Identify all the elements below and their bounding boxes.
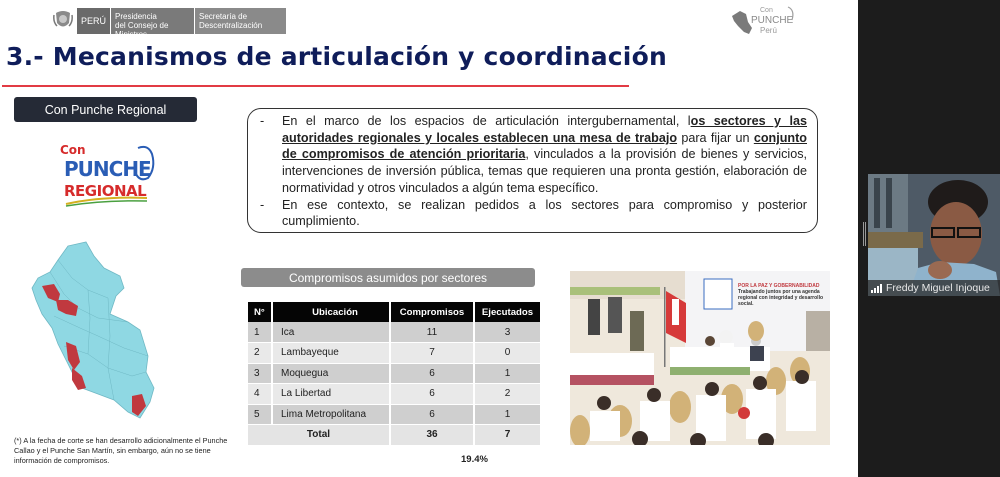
panel-resize-handle[interactable] <box>863 222 866 246</box>
total-executed: 7 <box>474 425 540 446</box>
svg-text:Perú: Perú <box>760 26 777 35</box>
connection-signal-icon <box>871 284 882 293</box>
bullet-1-text-a: En el marco de los espacios de articulación intergubernamental, l <box>282 114 691 128</box>
gov-sec-line1: Secretaría de <box>199 12 248 21</box>
title-divider <box>2 85 629 87</box>
row-commitments: 7 <box>390 343 474 364</box>
header-executed: Ejecutados <box>474 302 540 322</box>
header-commitments: Compromisos <box>390 302 474 322</box>
row-location: Lambayeque <box>272 343 390 364</box>
bullet-1-text-c: , vinculados a la provisión de bienes y servicios, intervenciones de inversión pública, temas que requieren una pronta gestión, elaboración de normatividad y otros vinculados a algún tema específico. <box>282 147 807 195</box>
row-number: 2 <box>248 343 272 364</box>
svg-text:PUNCHE: PUNCHE <box>751 15 794 26</box>
row-number: 4 <box>248 384 272 405</box>
bullet-1-emphasis-a: os sectores y las autoridades regionales y locales establecen una mesa de trabajo <box>282 114 808 145</box>
table-total-row <box>248 425 540 446</box>
row-executed: 1 <box>474 363 540 384</box>
gov-sec-line2: Descentralización <box>199 21 263 30</box>
photo-banner-line2: Trabajando juntos por una agenda regional con integridad y desarrollo social. <box>738 289 824 307</box>
con-punche-peru-logo <box>728 2 798 40</box>
total-commitments: 36 <box>390 425 474 446</box>
coat-of-arms-icon <box>52 8 74 32</box>
gov-pcm-line1: Presidencia <box>115 12 157 21</box>
row-commitments: 11 <box>390 322 474 343</box>
row-executed: 3 <box>474 322 540 343</box>
gov-peru-label: PERÚ <box>77 8 111 34</box>
svg-text:Con: Con <box>760 7 773 14</box>
table-title: Compromisos asumidos por sectores <box>241 268 535 287</box>
execution-percentage: 19.4% <box>461 454 488 465</box>
description-bullet-2: - En ese contexto, se realizan pedidos a los sectores para compromiso y posterior cumplimiento. <box>256 197 807 230</box>
table-header-row <box>248 302 540 322</box>
total-label: Total <box>248 425 390 446</box>
participant-video-feed <box>868 174 1000 296</box>
row-number: 5 <box>248 404 272 425</box>
svg-text:Con: Con <box>60 143 86 157</box>
description-bullet-1 <box>256 113 807 197</box>
commitments-table <box>248 302 540 446</box>
bullet-1-emphasis-b: conjunto de compromisos de atención prioritaria <box>282 130 807 162</box>
photo-banner-line1: POR LA PAZ Y GOBERNABILIDAD <box>738 283 820 289</box>
header-number: N° <box>248 302 272 322</box>
bullet-1-text-b: para fijar un <box>677 130 754 145</box>
table-row <box>248 363 540 384</box>
table-row <box>248 343 540 364</box>
row-executed: 1 <box>474 404 540 425</box>
section-badge: Con Punche Regional <box>14 97 197 122</box>
row-executed: 0 <box>474 343 540 364</box>
row-location: Moquegua <box>272 363 390 384</box>
row-location: Ica <box>272 322 390 343</box>
row-number: 3 <box>248 363 272 384</box>
participant-name-bar <box>868 280 1000 296</box>
table-row <box>248 384 540 405</box>
row-commitments: 6 <box>390 363 474 384</box>
row-number: 1 <box>248 322 272 343</box>
gov-pcm-line2: del Consejo de Ministros <box>115 21 169 39</box>
con-punche-regional-logo <box>52 138 162 210</box>
gov-secretariat-label <box>195 8 287 34</box>
table-row <box>248 404 540 425</box>
header-location: Ubicación <box>272 302 390 322</box>
table-row <box>248 322 540 343</box>
peru-region-map <box>28 238 168 423</box>
photo-banner-logo <box>704 279 732 309</box>
participant-name: Freddy Miguel Injoque <box>886 282 990 294</box>
participant-video-tile[interactable] <box>868 174 1000 296</box>
gov-pcm-label <box>111 8 195 39</box>
row-executed: 2 <box>474 384 540 405</box>
row-commitments: 6 <box>390 384 474 405</box>
meeting-photo <box>570 271 830 445</box>
row-commitments: 6 <box>390 404 474 425</box>
row-location: Lima Metropolitana <box>272 404 390 425</box>
svg-text:PUNCHE: PUNCHE <box>64 157 151 181</box>
footnote: (*) A la fecha de corte se han desarrollo adicionalmente el Punche Callao y el Punche San Martín, sin embargo, aún no se tiene información de compromisos. <box>14 436 228 465</box>
description-box <box>247 108 818 233</box>
government-header-logo <box>52 8 287 39</box>
map-peru-outline <box>32 242 154 418</box>
row-location: La Libertad <box>272 384 390 405</box>
svg-text:REGIONAL: REGIONAL <box>64 182 147 200</box>
slide-title: 3.- Mecanismos de articulación y coordinación <box>6 42 667 71</box>
